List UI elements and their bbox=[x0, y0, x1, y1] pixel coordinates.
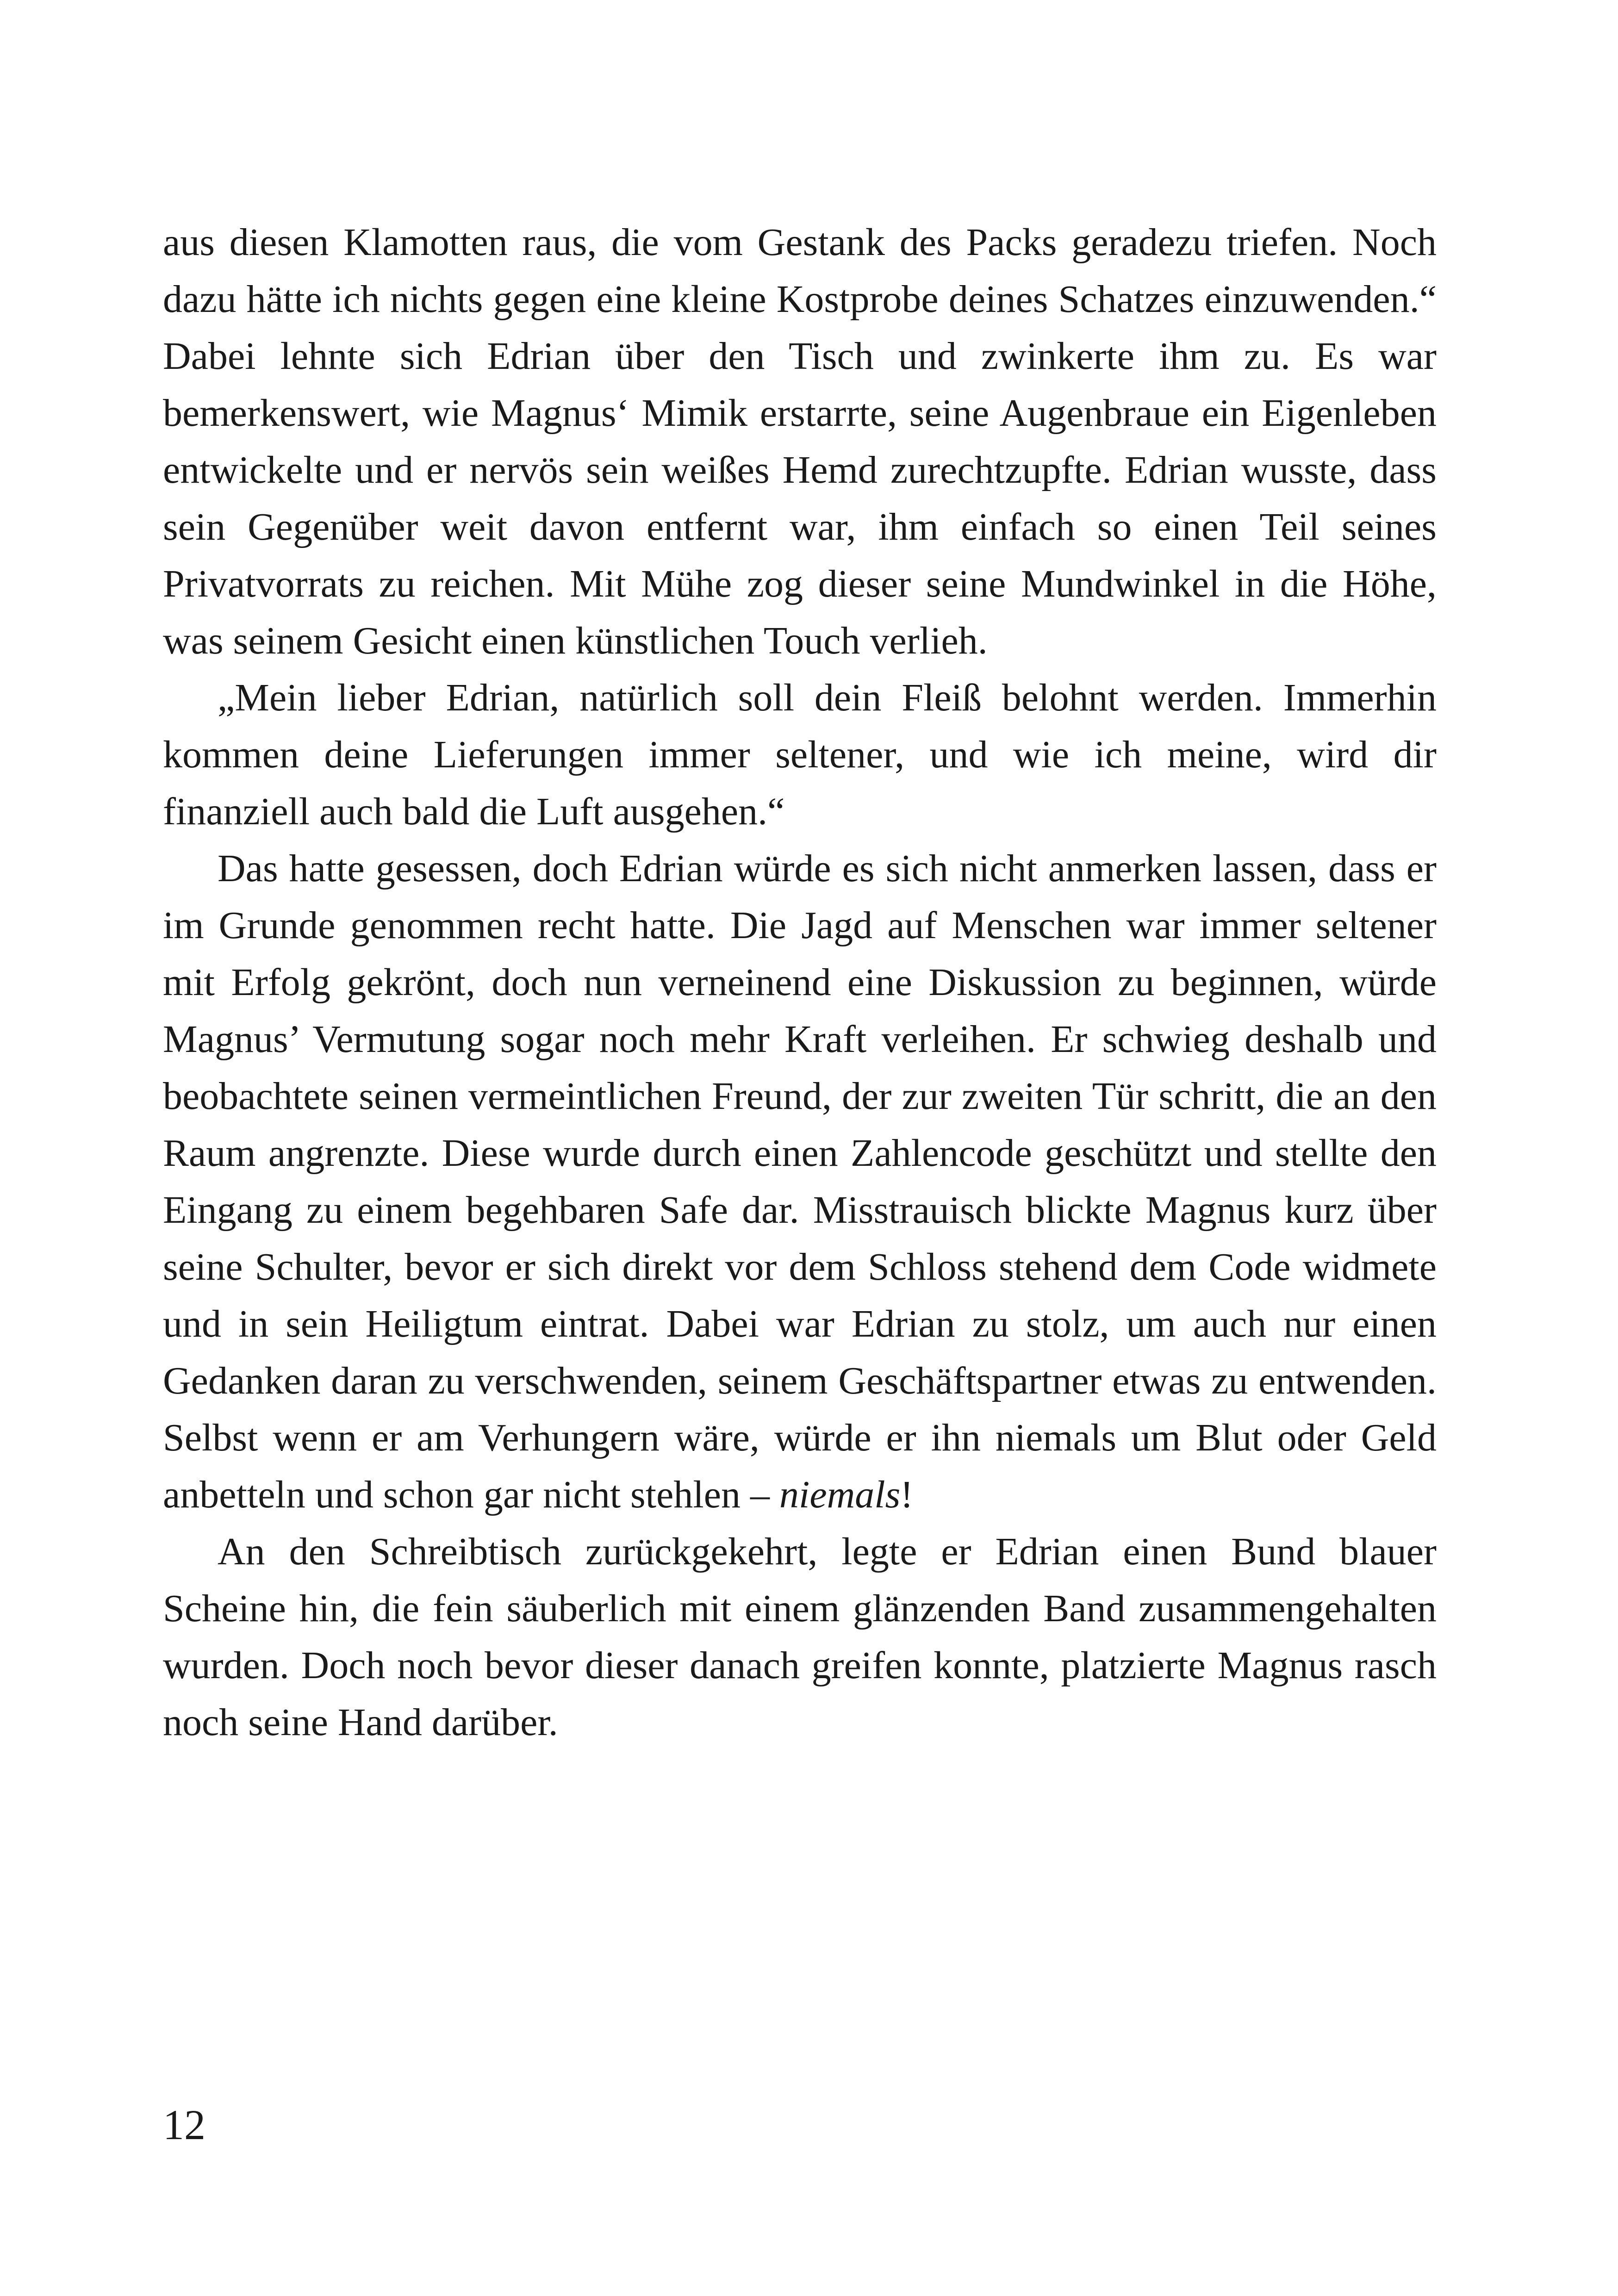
paragraph-3-text: Das hatte gesessen, doch Edrian würde es sich nicht anmerken lassen, dass er im Grunde genommen recht hatte. Die Jagd auf Menschen war immer seltener mit Erfolg gekrönt, doch nun verneinend eine Diskussion zu beginnen, würde Magnus’ Vermutung sogar noch mehr Kraft verleihen. Er schwieg deshalb und beobachtete seinen vermeintlichen Freund, der zur zweiten Tür schritt, die an den Raum angrenzte. Diese wurde durch einen Zahlencode geschützt und stellte den Eingang zu einem begehbaren Safe dar. Misstrauisch blickte Magnus kurz über seine Schulter, bevor er sich direkt vor dem Schloss stehend dem Code widmete und in sein Heiligtum eintrat. Dabei war Edrian zu stolz, um auch nur einen Gedanken daran zu verschwenden, seinem Geschäftspartner etwas zu entwenden. Selbst wenn er am Verhungern wäre, würde er ihn niemals um Blut oder Geld anbetteln und schon gar nicht stehlen – bbox=[163, 847, 1437, 1516]
paragraph-3-end: ! bbox=[900, 1473, 914, 1516]
paragraph-2: „Mein lieber Edrian, natürlich soll dein Fleiß belohnt werden. Immerhin kommen deine Lieferungen immer seltener, und wie ich meine, wird dir finanziell auch bald die Luft ausgehen.“ bbox=[163, 676, 1437, 833]
page-number: 12 bbox=[163, 2101, 205, 2148]
paragraph-3-emphasis: niemals bbox=[779, 1473, 901, 1516]
body-text bbox=[163, 214, 1437, 1751]
paragraph-4: An den Schreibtisch zurückgekehrt, legte er Edrian einen Bund blauer Scheine hin, die fein säuberlich mit einem glänzenden Band zusammengehalten wurden. Doch noch bevor dieser danach greifen konnte, platzierte Magnus rasch noch seine Hand darüber. bbox=[163, 1530, 1437, 1744]
paragraph-1: aus diesen Klamotten raus, die vom Gestank des Packs geradezu triefen. Noch dazu hätte ich nichts gegen eine kleine Kostprobe deines Schatzes einzuwenden.“ Dabei lehnte sich Edrian über den Tisch und zwinkerte ihm zu. Es war bemerkenswert, wie Magnus‘ Mimik erstarrte, seine Augenbraue ein Eigenleben entwickelte und er nervös sein weißes Hemd zurechtzupfte. Edrian wusste, dass sein Gegenüber weit davon entfernt war, ihm einfach so einen Teil seines Privatvorrats zu reichen. Mit Mühe zog dieser seine Mundwinkel in die Höhe, was seinem Gesicht einen künstlichen Touch verlieh. bbox=[163, 221, 1437, 662]
paragraph-3 bbox=[163, 840, 1437, 1523]
